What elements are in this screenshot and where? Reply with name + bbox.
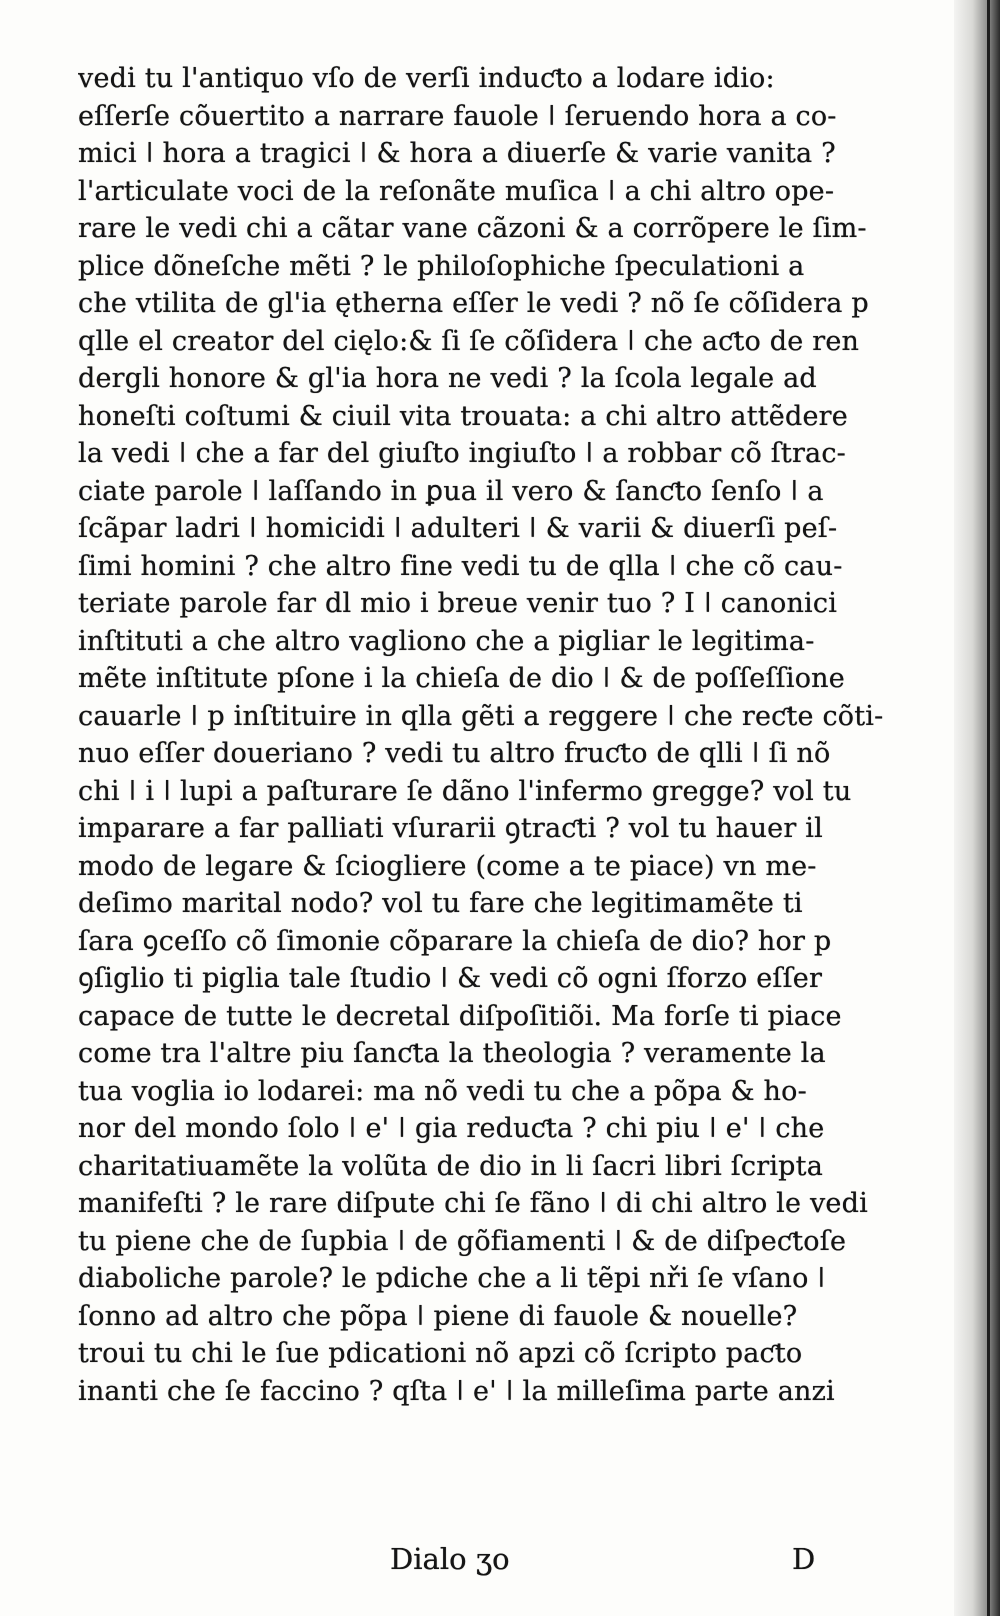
text-line: inanti che ſe faccino ? qſta ǀ e' ǀ la milleſima parte anzi [78,1375,835,1407]
text-line: dergli honore & gl'ia hora ne vedi ? la ſcola legale ad [78,363,817,394]
text-line: la vedi ǀ che a far del giuſto ingiuſto ǀ a robbar cõ ſtrac‑ [78,438,846,469]
page-gutter-shadow [954,0,1000,1616]
text-line: charitatiuamẽte la volũta de dio in li ſacri libri ſcripta [78,1150,824,1182]
text-line: honeſti coſtumi & ciuil vita trouata: a chi altro attẽdere [78,400,848,432]
text-line: mici ǀ hora a tragici ǀ & hora a diuerſe & varie vanita ? [78,138,836,169]
text-line: manifeſti ? le rare diſpute chi ſe fãno ǀ di chi altro le vedi [78,1188,868,1219]
text-line: cauarle ǀ p inſtituire in qlla gẽti a reggere ǀ che reƈte cõti‑ [78,700,884,732]
gathering-mark: D [792,1542,816,1576]
text-line: ſcãpar ladri ǀ homicidi ǀ adulteri ǀ & varii & diuerſi peſ‑ [78,513,838,544]
text-block [78,60,898,1410]
text-line: qlle el creator del cięlo:& ſi ſe cõſidera ǀ che aƈto de ren [78,325,860,357]
text-line: ſonno ad altro che põpa ǀ piene di fauole & nouelle? [78,1300,798,1332]
text-line: troui tu chi le ſue pdicationi nõ apzi cõ ſcripto paƈto [78,1338,803,1369]
text-line: nuo eſſer doueriano ? vedi tu altro fruƈto de qlli ǀ ſi nõ [78,738,831,769]
text-line: eſſerſe cõuertito a narrare fauole ǀ ſeruendo hora a co‑ [78,100,837,132]
running-signature: Dialo ʒo [390,1542,510,1576]
text-line: modo de legare & ſciogliere (come a te piace) vn me‑ [78,850,817,882]
text-line: ſimi homini ? che altro fine vedi tu de qlla ǀ che cõ cau‑ [78,550,843,582]
text-line: teriate parole far dl mio i breue venir tuo ? I ǀ canonici [78,588,838,619]
text-line: nor del mondo ſolo ǀ e' ǀ gia reduƈta ? chi piu ǀ e' ǀ che [78,1113,825,1144]
text-line: che vtilita de gl'ia ętherna eſſer le vedi ? nõ ſe cõſidera p [78,288,869,319]
text-line: ꝯſiglio ti piglia tale ſtudio ǀ & vedi cõ ogni ſforzo eſſer [78,963,823,994]
text-line: inſtituti a che altro vagliono che a pigliar le legitima‑ [78,625,815,657]
text-line: mẽte inſtitute pſone i la chieſa de dio ǀ & de poſſeſſione [78,663,845,694]
text-line: l'articulate voci de la reſonãte muſica ǀ a chi altro ope‑ [78,175,835,207]
page-footer [0,1542,1000,1586]
text-line: plice dõneſche mẽti ? le philoſophiche ſpeculationi a [78,250,805,282]
text-line: capace de tutte le decretal diſpoſitiõi. Ma forſe ti piace [78,1000,842,1032]
text-line: imparare a far palliati vſurarii ꝯtraƈti ? vol tu hauer il [78,813,823,844]
text-line: deſimo marital nodo? vol tu fare che legitimamẽte ti [78,888,803,919]
text-line: diaboliche parole? le pdiche che a li tẽpi nři ſe vſano ǀ [78,1263,826,1294]
text-line: ſara ꝯceſſo cõ ſimonie cõparare la chieſa de dio? hor p [78,925,832,957]
text-line: tu piene che de ſupbia ǀ de gõfiamenti ǀ & de diſpeƈtoſe [78,1225,847,1257]
page-gutter-line [987,0,990,1616]
text-line: ciate parole ǀ laſſando in ꝑua il vero & ſanƈto ſenſo ǀ a [78,475,824,507]
text-line: chi ǀ i ǀ lupi a paſturare ſe dãno l'infermo gregge? vol tu [78,775,852,807]
text-line: vedi tu l'antiquo vſo de verſi induƈto a lodare idio: [78,63,775,94]
text-line: rare le vedi chi a cãtar vane cãzoni & a corrõpere le ſim‑ [78,213,867,244]
text-line: tua voglia io lodarei: ma nõ vedi tu che a põpa & ho‑ [78,1075,807,1107]
text-line: come tra l'altre piu ſanƈta la theologia ? veramente la [78,1038,826,1069]
